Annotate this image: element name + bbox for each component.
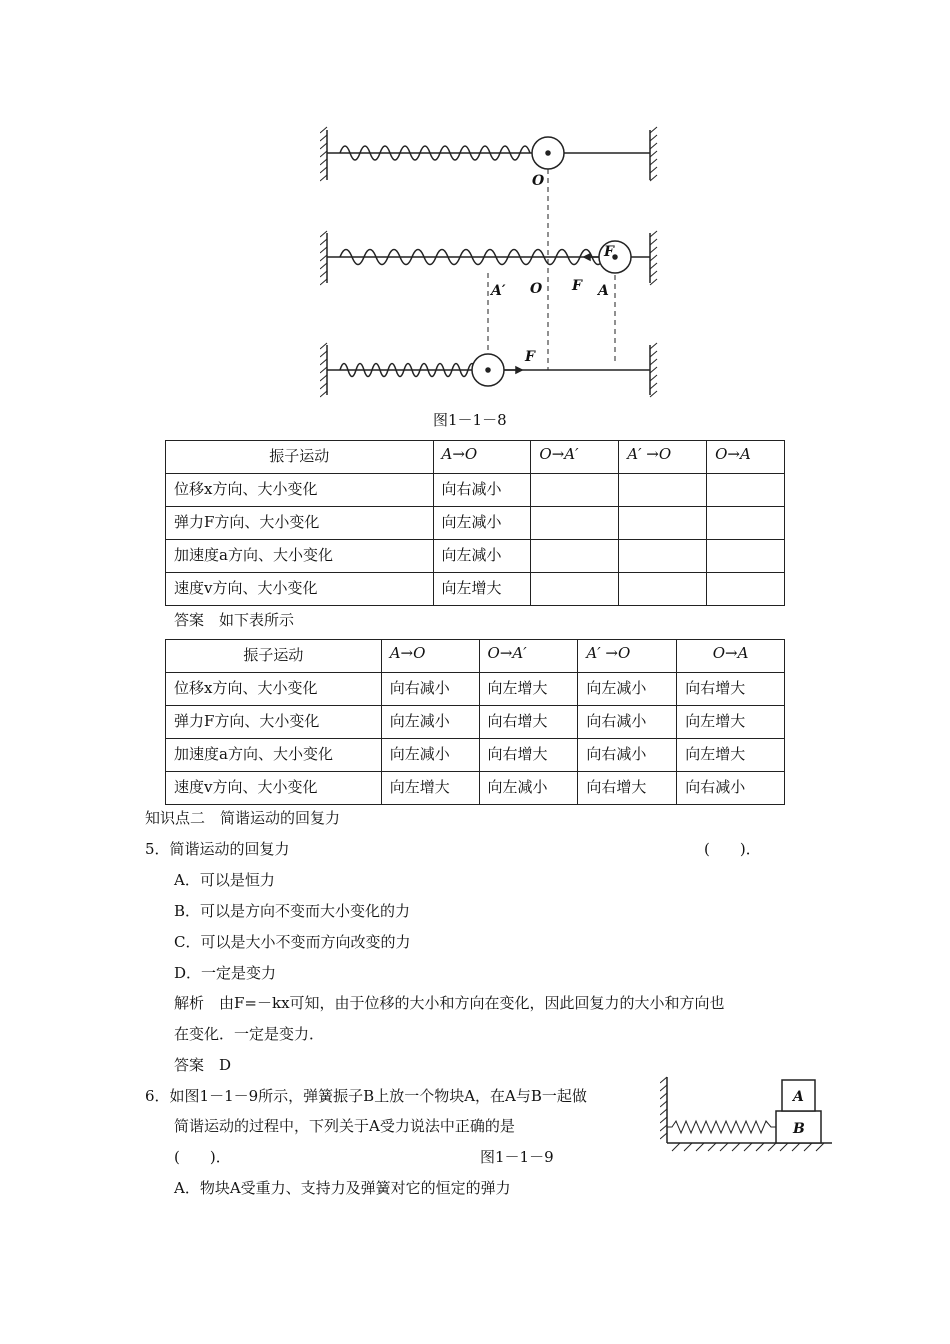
table-cell: 向左减小 [578, 673, 677, 706]
table-cell: 向右减小 [381, 673, 479, 706]
table-cell: 速度v方向、大小变化 [166, 573, 434, 606]
table-cell: 弹力F方向、大小变化 [166, 507, 434, 540]
table-header-cell: O→A [677, 640, 785, 673]
table-header-cell: O→A′ [479, 640, 578, 673]
table-cell: 向左增大 [381, 772, 479, 805]
table-row [166, 474, 785, 507]
table-cell [619, 507, 707, 540]
table-cell: 向左减小 [433, 507, 531, 540]
question-table [165, 440, 785, 606]
table-cell [619, 573, 707, 606]
table-cell: 向左减小 [381, 706, 479, 739]
table-cell: 向左增大 [677, 706, 785, 739]
table-cell [531, 507, 619, 540]
table-header-cell: A′ →O [578, 640, 677, 673]
table-cell: 向左减小 [381, 739, 479, 772]
table-cell: 向左增大 [677, 739, 785, 772]
answer-q5: 答案 D [174, 1056, 232, 1074]
table-cell: 速度v方向、大小变化 [166, 772, 382, 805]
table-cell [619, 474, 707, 507]
table-header-cell: 振子运动 [166, 640, 382, 673]
table-cell: 向右减小 [578, 739, 677, 772]
table-row [166, 573, 785, 606]
option-a: A．可以是恒力 [174, 871, 275, 889]
block-on-spring-figure [660, 1075, 835, 1153]
table-cell: 向左增大 [433, 573, 531, 606]
question-6-option-a: A．物块A受重力、支持力及弹簧对它的恒定的弹力 [174, 1179, 511, 1197]
table-cell: 向右减小 [578, 706, 677, 739]
table-cell: 位移x方向、大小变化 [166, 673, 382, 706]
table-header-cell: 振子运动 [166, 441, 434, 474]
table-cell [531, 573, 619, 606]
analysis-line-1: 解析 由F=－kx可知，由于位移的大小和方向在变化，因此回复力的大小和方向也 [174, 994, 725, 1012]
table-header-cell: A→O [433, 441, 531, 474]
analysis-line-2: 在变化．一定是变力． [174, 1025, 325, 1043]
label-O-top: O [532, 173, 545, 189]
answer-intro: 答案 如下表所示 [174, 611, 295, 629]
label-A-prime: A′ [491, 283, 506, 299]
table-row [166, 739, 785, 772]
table-cell: 向左减小 [433, 540, 531, 573]
question-6-line-1: 6．如图1－1－9所示，弹簧振子B上放一个物块A，在A与B一起做 [145, 1087, 587, 1105]
answer-table [165, 639, 785, 805]
table-cell: 向右减小 [433, 474, 531, 507]
table-header-row [166, 640, 785, 673]
table-cell [531, 540, 619, 573]
question-6-line-2: 简谐运动的过程中，下列关于A受力说法中正确的是 [174, 1117, 515, 1135]
table-cell [619, 540, 707, 573]
table-cell: 向右增大 [479, 739, 578, 772]
table-row [166, 507, 785, 540]
table-header-cell: A′ →O [619, 441, 707, 474]
table-cell: 向右减小 [677, 772, 785, 805]
block-label-B: B [793, 1121, 805, 1137]
label-F-ball: F [604, 244, 614, 260]
table-cell: 弹力F方向、大小变化 [166, 706, 382, 739]
table-row [166, 772, 785, 805]
question-6-answer-paren: ( )． [174, 1148, 231, 1166]
option-b: B．可以是方向不变而大小变化的力 [174, 902, 411, 920]
table-header-row [166, 441, 785, 474]
label-O-mid: O [530, 281, 543, 297]
table-header-cell: O→A [707, 441, 785, 474]
question-5-stem: 5．简谐运动的回复力 [145, 840, 290, 858]
table-cell: 向左减小 [479, 772, 578, 805]
figure-caption-1-1-8: 图1－1－8 [433, 411, 507, 429]
table-row [166, 673, 785, 706]
label-F-mid: F [572, 278, 582, 294]
table-cell [707, 540, 785, 573]
table-cell: 位移x方向、大小变化 [166, 474, 434, 507]
table-row [166, 540, 785, 573]
table-cell [707, 474, 785, 507]
section-title: 知识点二 简谐运动的回复力 [145, 809, 341, 827]
table-cell [707, 507, 785, 540]
label-F-bottom: F [525, 349, 535, 365]
figure-caption-1-1-9: 图1－1－9 [480, 1148, 554, 1166]
table-header-cell: A→O [381, 640, 479, 673]
block-label-A: A [793, 1089, 804, 1105]
table-cell: 向右增大 [578, 772, 677, 805]
option-c: C．可以是大小不变而方向改变的力 [174, 933, 411, 951]
table-cell [707, 573, 785, 606]
option-d: D．一定是变力 [174, 964, 277, 982]
table-cell: 向左增大 [479, 673, 578, 706]
table-cell: 向右增大 [677, 673, 785, 706]
table-cell: 加速度a方向、大小变化 [166, 739, 382, 772]
table-header-cell: O→A′ [531, 441, 619, 474]
spring-oscillator-figure [320, 125, 660, 400]
label-A-mid: A [598, 283, 609, 299]
table-cell: 向右增大 [479, 706, 578, 739]
table-cell [531, 474, 619, 507]
question-5-answer-paren: ( )． [704, 840, 761, 858]
table-row [166, 706, 785, 739]
table-cell: 加速度a方向、大小变化 [166, 540, 434, 573]
